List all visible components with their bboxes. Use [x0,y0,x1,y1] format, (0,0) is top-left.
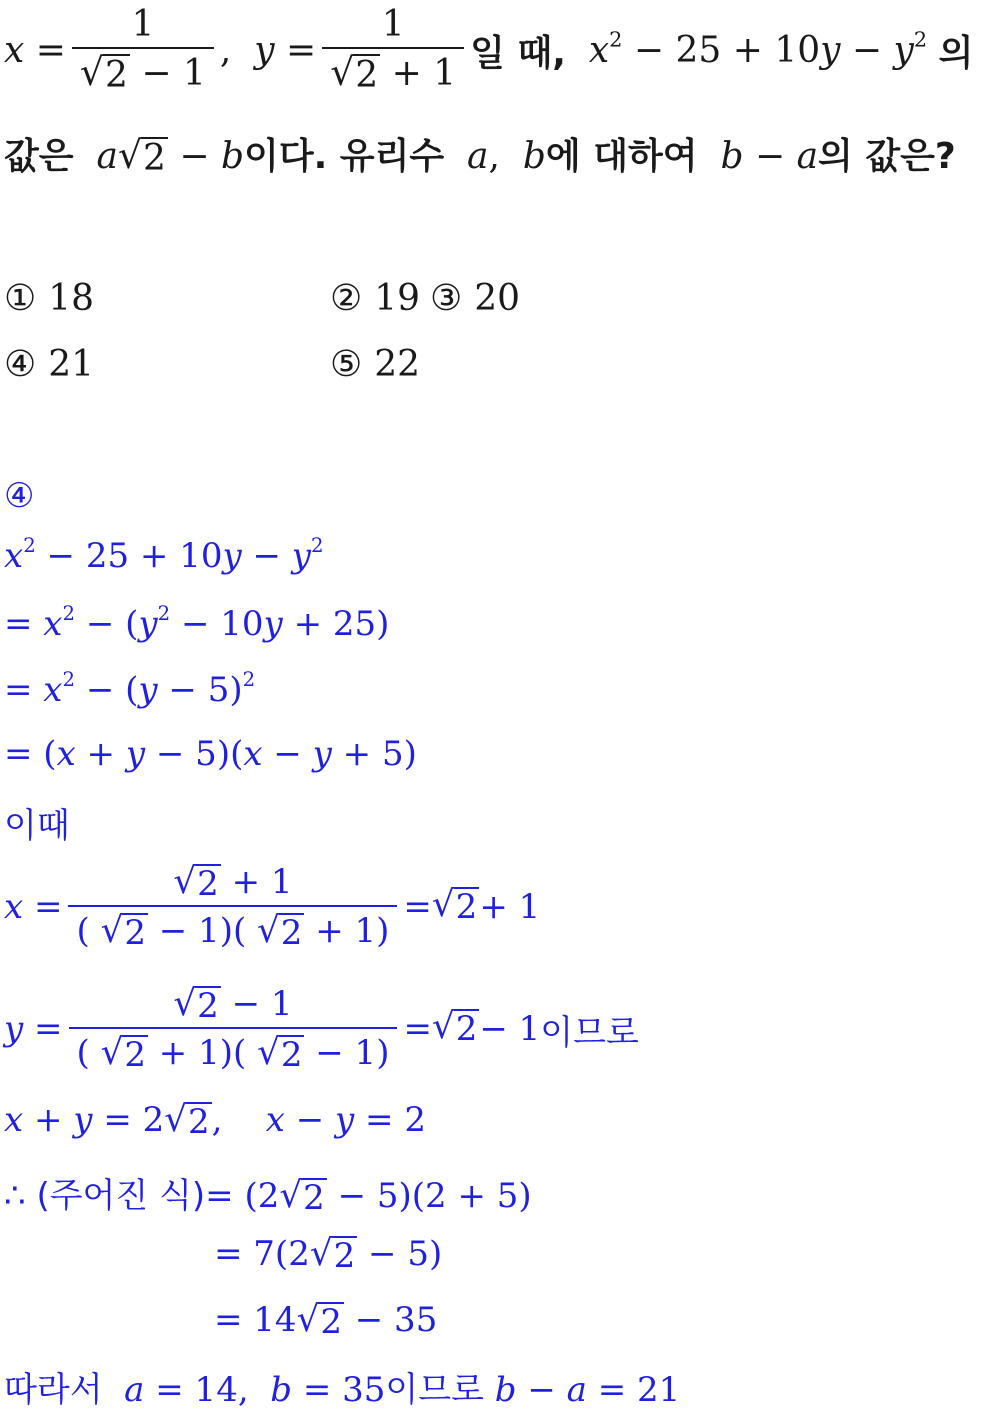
choice-3[interactable] [430,278,520,319]
choice-2-value: 19 [374,278,421,319]
answer-mark: ④ [4,476,35,516]
question-text-6: 의 값은? [818,136,956,177]
question-line-2: 값은 a √ 2 − b이다. 유리수 a, b에 대하여 b − a의 값은? [4,133,956,179]
solution-y-fraction: y = √ 2 − 1 ( √ 2 + 1)( √ 2 − 1) = √ 2 − 1 이므로 [4,982,639,1075]
fraction-y-rationalized: √ 2 − 1 ( √ 2 + 1)( √ 2 − 1) [69,984,398,1075]
solution-step-4: = (x + y − 5)(x − y + 5) [4,734,417,774]
fraction-x-rationalized: √ 2 + 1 ( √ 2 − 1)( √ 2 + 1) [68,862,397,953]
word-then: 이때 [4,806,70,846]
question-text-4: 이다. 유리수 [244,136,445,177]
solution-given-2: = 7(2 √ 2 − 5) [214,1233,443,1276]
fraction-x: 1 √ 2 − 1 [72,4,214,96]
question-text-5: 에 대하여 [545,136,698,177]
choice-1-value: 18 [48,278,95,319]
choice-2-mark: ② [330,278,363,319]
solution-sum-diff: x + y = 2 √ 2 , x − y = 2 [4,1099,426,1142]
word-therefore: 따라서 [4,1370,103,1410]
choice-5-mark: ⑤ [330,344,363,385]
solution-final: 따라서 a = 14, b = 35이므로 b − a = 21 [4,1370,681,1410]
question-text-1: 일 때, [470,32,566,74]
solution-step-1: $x^2 - 25 + 10y - y^2$ [4,534,324,576]
choice-4[interactable] [4,344,94,385]
choice-5[interactable] [330,344,420,385]
solution-step-2: = $x^2 - (y^2 - 10y + 25)$ [4,602,390,644]
choice-2[interactable] [330,278,420,319]
solution-given-1: ∴ (주어진 식)= (2 √ 2 − 5)(2 + 5) [4,1175,532,1218]
word-so: 이므로 [540,1012,639,1053]
solution-given-3: = 14 √ 2 − 35 [214,1299,438,1342]
solution-then [4,798,70,847]
choice-3-mark: ③ [430,278,463,319]
choice-1-mark: ① [4,278,37,319]
solution-answer [4,476,34,516]
question-line-1: x = 1 √ 2 − 1 , y = 1 √ 2 + 1 일 때, $x^2 - 25 + 10y - y^2$ 의 [4,4,974,97]
choice-4-mark: ④ [4,344,37,385]
choice-3-value: 20 [474,278,521,319]
solution-x-fraction: x = √ 2 + 1 ( √ 2 − 1)( √ 2 + 1) = √ 2 + 1 [4,860,541,953]
solution-step-3: = $x^2 - (y - 5)^2$ [4,668,256,710]
choice-1[interactable] [4,278,94,319]
question-text-3: 값은 [4,136,74,177]
fraction-y: 1 √ 2 + 1 [322,4,464,96]
given-expression-label: (주어진 식) [36,1176,206,1216]
choice-5-value: 22 [374,344,421,385]
question-text-2: 의 [938,32,974,74]
word-so-2: 이므로 [385,1370,484,1410]
choice-4-value: 21 [48,344,95,385]
